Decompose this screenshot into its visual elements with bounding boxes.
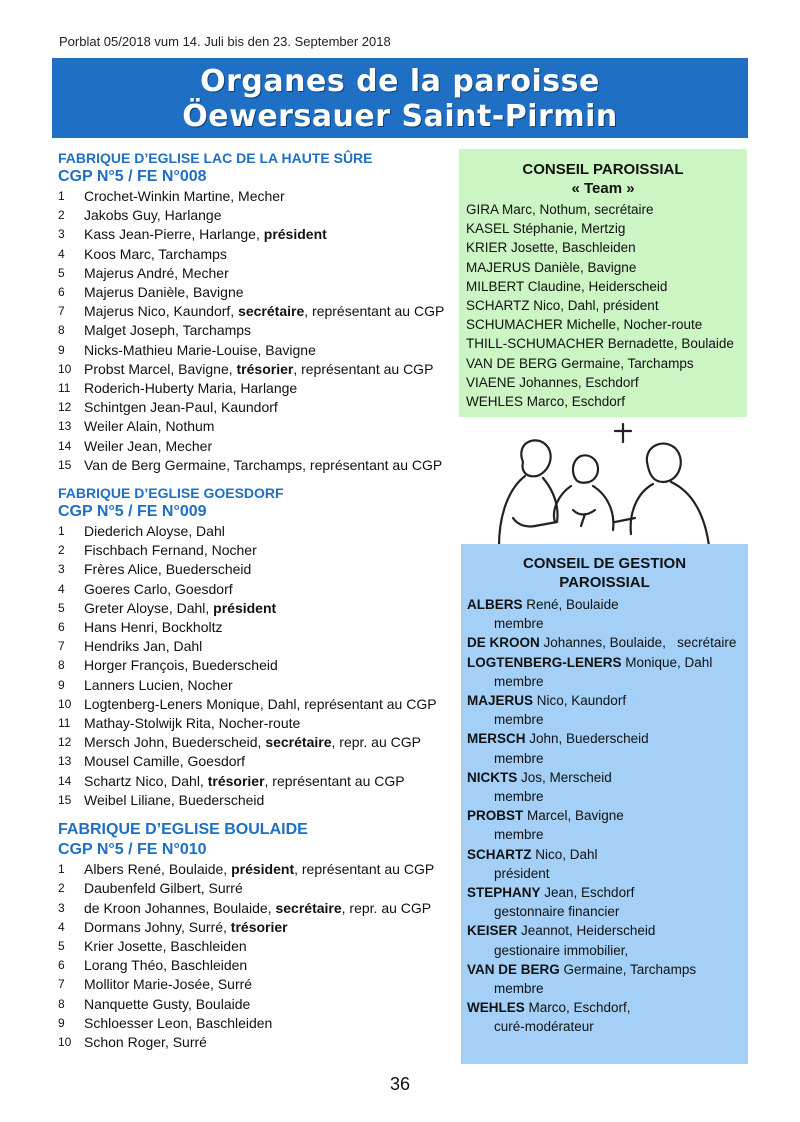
list-item	[58, 918, 453, 937]
member-name: Hans Henri, Bockholtz	[84, 619, 223, 636]
member-number: 14	[58, 438, 72, 453]
member-details: Jean, Eschdorf	[540, 885, 635, 901]
conseil-paroissial-title: CONSEIL PAROISSIAL	[522, 161, 684, 178]
member-text	[84, 187, 285, 206]
member-text	[84, 379, 297, 398]
member-name: Weiler Jean, Mecher	[84, 437, 213, 454]
member-name: Dormans Johny, Surré,	[84, 918, 231, 935]
member-number: 4	[58, 246, 65, 261]
member-role: président	[213, 599, 277, 616]
member-name: Weiler Alain, Nothum	[84, 418, 215, 435]
member-role: président	[494, 865, 550, 881]
member-number: 3	[58, 227, 65, 242]
member-number: 4	[58, 581, 65, 596]
member-number: 8	[58, 996, 65, 1011]
list-item	[58, 580, 453, 599]
running-header: Porblat 05/2018 vum 14. Juli bis den 23. September 2018	[59, 34, 391, 49]
member-number: 10	[58, 696, 72, 711]
list-item	[58, 1033, 453, 1052]
member-name: Frères Alice, Buederscheid	[84, 561, 252, 578]
meeting-illustration-icon	[485, 422, 735, 547]
member-note: , repr. au CGP	[341, 899, 432, 916]
list-item	[58, 752, 453, 771]
member-text	[84, 456, 442, 475]
member-text	[84, 995, 250, 1014]
member-number: 2	[58, 208, 65, 223]
member-role: membre	[494, 750, 544, 766]
list-item	[58, 772, 453, 791]
list-item: SCHARTZ Nico, Dahl, président	[466, 298, 659, 314]
member-number: 9	[58, 677, 65, 692]
list-item: GIRA Marc, Nothum, secrétaire	[466, 202, 654, 217]
list-item	[58, 618, 453, 637]
member-number: 7	[58, 977, 65, 992]
list-item	[58, 264, 453, 283]
list-item	[58, 379, 453, 398]
member-details: Marcel, Bavigne	[523, 808, 624, 824]
member-name: Greter Aloyse, Dahl,	[84, 599, 214, 616]
member-name: Kass Jean-Pierre, Harlange,	[84, 226, 264, 243]
member-text	[84, 341, 316, 360]
list-item	[58, 975, 453, 994]
list-item	[58, 321, 453, 340]
member-name: STEPHANY	[467, 885, 541, 901]
member-text	[84, 618, 223, 637]
member-text	[84, 637, 202, 656]
title-banner	[52, 58, 748, 138]
member-text	[84, 975, 252, 994]
list-item	[58, 637, 453, 656]
member-name: LOGTENBERG-LENERS	[467, 654, 622, 670]
member-text	[84, 772, 405, 791]
fabrique-code: CGP N°5 / FE N°008	[58, 168, 207, 185]
member-name: ALBERS	[467, 597, 523, 612]
member-number: 6	[58, 958, 65, 973]
list-item	[467, 595, 748, 633]
list-item: SCHUMACHER Michelle, Nocher-route	[466, 317, 703, 333]
list-item	[467, 691, 748, 729]
member-number: 6	[58, 285, 65, 300]
member-number: 8	[58, 323, 65, 338]
list-item	[58, 417, 453, 436]
fabrique-title: FABRIQUE D’EGLISE BOULAIDE	[58, 821, 308, 839]
list-item	[58, 879, 453, 898]
member-name: Hendriks Jan, Dahl	[84, 638, 203, 655]
list-item: WEHLES Marco, Eschdorf	[466, 394, 626, 410]
member-details: Jos, Merscheid	[517, 769, 612, 785]
fabrique-section	[58, 820, 453, 1052]
member-text	[84, 225, 327, 244]
fabrique-title: FABRIQUE D’EGLISE GOESDORF	[58, 485, 284, 502]
member-name: Mersch John, Buederscheid,	[84, 734, 266, 751]
list-item	[58, 695, 453, 714]
member-text	[84, 560, 251, 579]
list-item	[58, 437, 453, 456]
member-note: , représentant au CGP	[293, 360, 434, 377]
member-number: 5	[58, 938, 65, 953]
member-number: 5	[58, 600, 65, 615]
member-details: Nico, Dahl	[531, 846, 598, 862]
list-item	[58, 456, 453, 475]
member-name: NICKTS	[467, 769, 518, 785]
conseil-paroissial-list	[466, 200, 747, 411]
member-note: , représentant au CGP	[304, 303, 445, 320]
list-item	[58, 398, 453, 417]
list-item: MAJERUS Danièle, Bavigne	[466, 259, 637, 275]
member-name: Daubenfeld Gilbert, Surré	[84, 880, 243, 897]
list-item	[467, 633, 748, 652]
member-name: Majerus André, Mecher	[84, 264, 229, 281]
member-name: Koos Marc, Tarchamps	[84, 245, 227, 262]
member-text	[84, 879, 243, 898]
list-item	[58, 522, 453, 541]
member-name: MAJERUS	[467, 693, 534, 709]
list-item	[467, 653, 748, 691]
list-item: VIAENE Johannes, Eschdorf	[466, 374, 639, 390]
member-details: Johannes, Boulaide, secrétaire	[539, 635, 737, 651]
list-item	[467, 806, 748, 844]
list-item	[58, 225, 453, 244]
member-name: Nicks-Mathieu Marie-Louise, Bavigne	[84, 341, 316, 358]
member-name: Goeres Carlo, Goesdorf	[84, 580, 233, 597]
member-number: 5	[58, 265, 65, 280]
list-item: MILBERT Claudine, Heiderscheid	[466, 278, 668, 294]
conseil-gestion-title-line-2: PAROISSIAL	[559, 574, 650, 591]
member-name: Lorang Théo, Baschleiden	[84, 957, 248, 974]
list-item	[58, 714, 453, 733]
list-item: KRIER Josette, Baschleiden	[466, 240, 636, 256]
member-number: 7	[58, 304, 65, 319]
list-item	[467, 768, 748, 806]
member-role: membre	[494, 616, 544, 632]
list-item	[58, 206, 453, 225]
member-number: 9	[58, 342, 65, 357]
member-name: Schartz Nico, Dahl,	[84, 772, 208, 789]
member-name: MERSCH	[467, 731, 526, 747]
member-role: gestonnaire financier	[494, 904, 620, 920]
list-item	[58, 187, 453, 206]
member-role: gestionaire immobilier,	[494, 942, 629, 958]
member-text	[84, 956, 247, 975]
member-list	[58, 860, 453, 1052]
member-role: président	[231, 861, 295, 878]
page-number: 36	[389, 1074, 411, 1094]
member-number: 11	[58, 381, 71, 396]
member-details: Monique, Dahl	[621, 654, 713, 670]
member-text	[84, 321, 251, 340]
list-item	[467, 729, 748, 767]
conseil-paroissial-subtitle: « Team »	[571, 180, 635, 197]
member-name: Krier Josette, Baschleiden	[84, 937, 247, 954]
list-item: KASEL Stéphanie, Mertzig	[466, 221, 626, 237]
member-number: 13	[58, 419, 72, 434]
member-number: 2	[58, 881, 65, 896]
member-name: Crochet-Winkin Martine, Mecher	[84, 188, 285, 204]
member-name: Majerus Nico, Kaundorf,	[84, 303, 239, 320]
member-name: DE KROON	[467, 635, 540, 651]
member-number: 2	[58, 543, 65, 558]
member-text	[84, 360, 433, 379]
list-item	[58, 733, 453, 752]
member-name: Diederich Aloyse, Dahl	[84, 523, 225, 540]
list-item: THILL-SCHUMACHER Bernadette, Boulaide	[466, 336, 734, 352]
member-name: de Kroon Johannes, Boulaide,	[84, 899, 276, 916]
member-text	[84, 791, 264, 810]
member-name: Logtenberg-Leners Monique, Dahl, représentant au CGP	[84, 695, 437, 712]
member-details: Marco, Eschdorf,	[524, 1000, 631, 1016]
fabriques-column	[58, 150, 453, 1062]
member-name: Horger François, Buederscheid	[84, 657, 278, 674]
member-text	[84, 714, 300, 733]
member-text	[84, 398, 278, 417]
member-note: , représentant au CGP	[294, 861, 435, 878]
fabrique-code: CGP N°5 / FE N°010	[58, 841, 207, 859]
list-item	[58, 791, 453, 810]
member-name: Mousel Camille, Goesdorf	[84, 753, 246, 770]
member-details: Jeannot, Heiderscheid	[517, 923, 656, 939]
member-text	[84, 676, 233, 695]
member-role: membre	[494, 673, 544, 689]
conseil-gestion-title-line-1: CONSEIL DE GESTION	[522, 555, 687, 572]
list-item	[58, 860, 453, 879]
member-number: 12	[58, 400, 72, 415]
member-name: Mathay-Stolwijk Rita, Nocher-route	[84, 715, 301, 732]
list-item	[58, 899, 453, 918]
member-name: Probst Marcel, Bavigne,	[84, 360, 237, 377]
member-text	[84, 695, 437, 714]
member-name: Schintgen Jean-Paul, Kaundorf	[84, 399, 278, 416]
list-item	[58, 341, 453, 360]
list-item	[467, 845, 748, 883]
member-list	[58, 187, 453, 475]
member-text	[84, 206, 221, 225]
member-name: Albers René, Boulaide,	[84, 861, 232, 878]
member-name: Schloesser Leon, Baschleiden	[84, 1014, 273, 1031]
member-text	[84, 541, 257, 560]
list-item	[58, 956, 453, 975]
member-text	[84, 245, 227, 264]
member-number: 7	[58, 639, 65, 654]
list-item	[58, 1014, 453, 1033]
member-number: 10	[58, 361, 72, 376]
list-item	[467, 883, 748, 921]
member-number: 14	[58, 773, 72, 788]
list-item	[58, 676, 453, 695]
member-number: 11	[58, 716, 71, 731]
member-text	[84, 580, 233, 599]
member-role: curé-modérateur	[494, 1019, 594, 1035]
member-name: Lanners Lucien, Nocher	[84, 676, 233, 693]
member-details: René, Boulaide	[522, 597, 619, 612]
member-details: Nico, Kaundorf	[533, 693, 627, 709]
member-name: PROBST	[467, 808, 524, 824]
member-number: 1	[58, 189, 65, 203]
member-list	[58, 522, 453, 810]
member-text	[84, 417, 214, 436]
member-name: VAN DE BERG	[467, 961, 560, 977]
member-role: secrétaire	[275, 899, 342, 916]
list-item	[58, 560, 453, 579]
member-text	[84, 437, 212, 456]
member-role: secrétaire	[265, 734, 332, 751]
member-number: 8	[58, 658, 65, 673]
fabrique-title: FABRIQUE D’EGLISE LAC DE LA HAUTE SÛRE	[58, 150, 373, 166]
list-item	[467, 921, 748, 959]
list-item	[58, 937, 453, 956]
member-role: président	[263, 226, 327, 243]
member-role: trésorier	[230, 918, 288, 935]
member-details: Germaine, Tarchamps	[559, 961, 697, 977]
list-item	[58, 995, 453, 1014]
member-number: 15	[58, 457, 72, 472]
member-role: trésorier	[236, 360, 294, 377]
list-item	[58, 360, 453, 379]
member-name: KEISER	[467, 923, 518, 939]
member-text	[84, 752, 245, 771]
member-name: Van de Berg Germaine, Tarchamps, représentant au CGP	[84, 456, 443, 473]
member-name: Fischbach Fernand, Nocher	[84, 542, 257, 559]
list-item	[58, 656, 453, 675]
member-role: membre	[494, 981, 544, 997]
member-name: Weibel Liliane, Buederscheid	[84, 791, 265, 808]
banner-title-line-2: Öewersauer Saint-Pirmin	[182, 99, 618, 134]
list-item	[58, 245, 453, 264]
member-name: Mollitor Marie-Josée, Surré	[84, 976, 253, 993]
member-text	[84, 733, 421, 752]
member-number: 4	[58, 919, 65, 934]
member-note: , représentant au CGP	[264, 772, 405, 789]
member-name: Roderich-Huberty Maria, Harlange	[84, 380, 298, 397]
conseil-paroissial-box	[459, 149, 747, 417]
fabrique-code: CGP N°5 / FE N°009	[58, 503, 207, 521]
list-item	[58, 283, 453, 302]
member-number: 13	[58, 754, 72, 769]
member-note: , repr. au CGP	[331, 734, 421, 751]
member-text	[84, 302, 444, 321]
member-text	[84, 860, 434, 879]
member-text	[84, 1014, 272, 1033]
member-number: 1	[58, 524, 65, 539]
member-text	[84, 283, 244, 302]
member-number: 6	[58, 620, 65, 635]
list-item	[58, 541, 453, 560]
member-text	[84, 656, 278, 675]
member-name: Malget Joseph, Tarchamps	[84, 322, 252, 339]
banner-title-line-1: Organes de la paroisse	[200, 64, 600, 99]
conseil-gestion-box	[461, 544, 748, 1064]
member-name: Jakobs Guy, Harlange	[84, 207, 222, 224]
member-role: trésorier	[207, 772, 265, 789]
list-item	[467, 998, 748, 1036]
member-number: 10	[58, 1034, 72, 1049]
member-text	[84, 522, 225, 541]
list-item	[58, 302, 453, 321]
member-text	[84, 899, 431, 918]
conseil-gestion-list	[467, 595, 748, 1037]
member-text	[84, 918, 288, 937]
member-text	[84, 1033, 207, 1052]
member-number: 12	[58, 735, 72, 750]
member-role: membre	[494, 827, 544, 843]
member-name: Majerus Danièle, Bavigne	[84, 284, 244, 301]
list-item	[467, 960, 748, 998]
member-number: 3	[58, 900, 65, 915]
member-name: Nanquette Gusty, Boulaide	[84, 995, 251, 1012]
member-number: 1	[58, 862, 65, 877]
fabrique-section	[58, 485, 453, 810]
member-number: 15	[58, 792, 72, 807]
fabrique-section	[58, 150, 453, 475]
member-name: SCHARTZ	[467, 846, 532, 862]
list-item	[58, 599, 453, 618]
member-name: WEHLES	[467, 1000, 525, 1016]
member-text	[84, 599, 276, 618]
member-number: 3	[58, 562, 65, 577]
member-role: secrétaire	[238, 303, 305, 320]
list-item: VAN DE BERG Germaine, Tarchamps	[466, 355, 694, 371]
member-details: John, Buederscheid	[525, 731, 649, 747]
member-role: membre	[494, 789, 544, 805]
member-text	[84, 937, 247, 956]
member-name: Schon Roger, Surré	[84, 1033, 207, 1050]
member-role: membre	[494, 712, 544, 728]
member-number: 9	[58, 1015, 65, 1030]
member-text	[84, 264, 229, 283]
